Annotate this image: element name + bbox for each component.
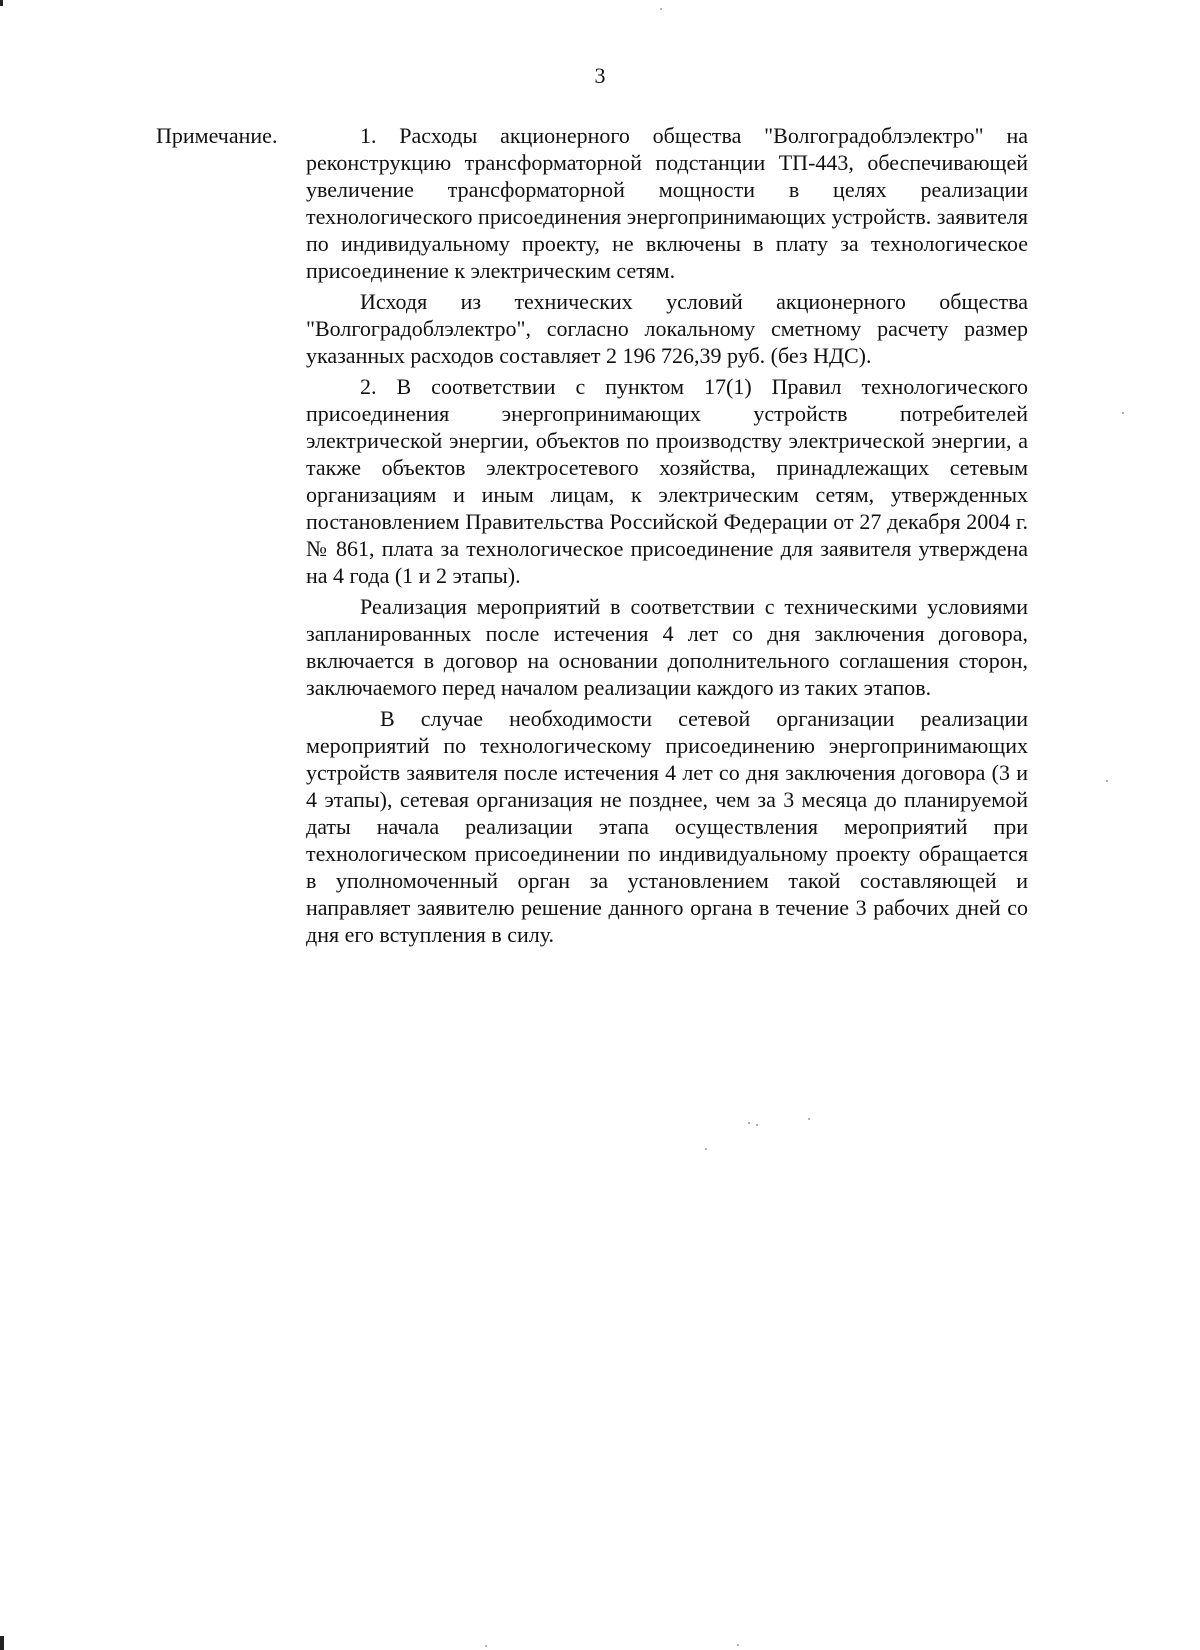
note-body [306, 122, 1028, 948]
scan-speck [737, 1644, 739, 1646]
note-paragraph-5: В случае необходимости сетевой организации реализации мероприятий по технологическому присоединению энергопринимающих устройств заявителя после истечения 4 лет со дня заключения договора (3 и 4 этапы), сетевая организация не позднее, чем за 3 месяца до планируемой даты начала реализации этапа осуществления мероприятий при технологическом присоединении по индивидуальному проекту обращается в уполномоченный орган за установлением такой составляющей и направляет заявителю решение данного органа в течение 3 рабочих дней со дня его вступления в силу. [306, 706, 1028, 947]
scan-speck [485, 1645, 487, 1647]
scan-edge-mark-top [0, 0, 3, 6]
note-paragraph-1: 1. Расходы акционерного общества "Волгоградоблэлектро" на реконструкцию трансформаторной подстанции ТП-443, обеспечивающей увеличение трансформаторной мощности в целях реализации технологического присоединения энергопринимающих устройств. заявителя по индивидуальному проекту, не включены в плату за технологическое присоединение к электрическим сетям. [306, 123, 1028, 283]
note-label: Примечание. [156, 123, 278, 148]
note-paragraph-3: 2. В соответствии с пунктом 17(1) Правил технологического присоединения энергопринимающих устройств потребителей электрической энергии, объектов по производству электрической энергии, а также объектов электросетевого хозяйства, принадлежащих сетевым организациям и иным лицам, к электрическим сетям, утвержденных постановлением Правительства Российской Федерации от 27 декабря 2004 г. № 861, плата за технологическое присоединение для заявителя утверждена на 4 года (1 и 2 этапы). [306, 374, 1028, 588]
note-paragraph-2: Исходя из технических условий акционерного общества "Волгоградоблэлектро", согласно локальному сметному расчету размер указанных расходов составляет 2 196 726,39 руб. (без НДС). [306, 289, 1028, 368]
scan-edge-mark-bottom [0, 1636, 4, 1650]
scan-speck [748, 1122, 750, 1124]
scan-speck [660, 8, 662, 10]
scan-speck [705, 1148, 707, 1150]
scan-speck [808, 1118, 810, 1120]
scan-speck [1122, 412, 1124, 414]
page-number: 3 [594, 63, 606, 88]
scan-speck [756, 1124, 758, 1126]
note-paragraph-4: Реализация мероприятий в соответствии с техническими условиями запланированных после истечения 4 лет со дня заключения договора, включается в договор на основании дополнительного соглашения сторон, заключаемого перед началом реализации каждого из таких этапов. [306, 594, 1028, 700]
scan-speck [1106, 780, 1108, 782]
